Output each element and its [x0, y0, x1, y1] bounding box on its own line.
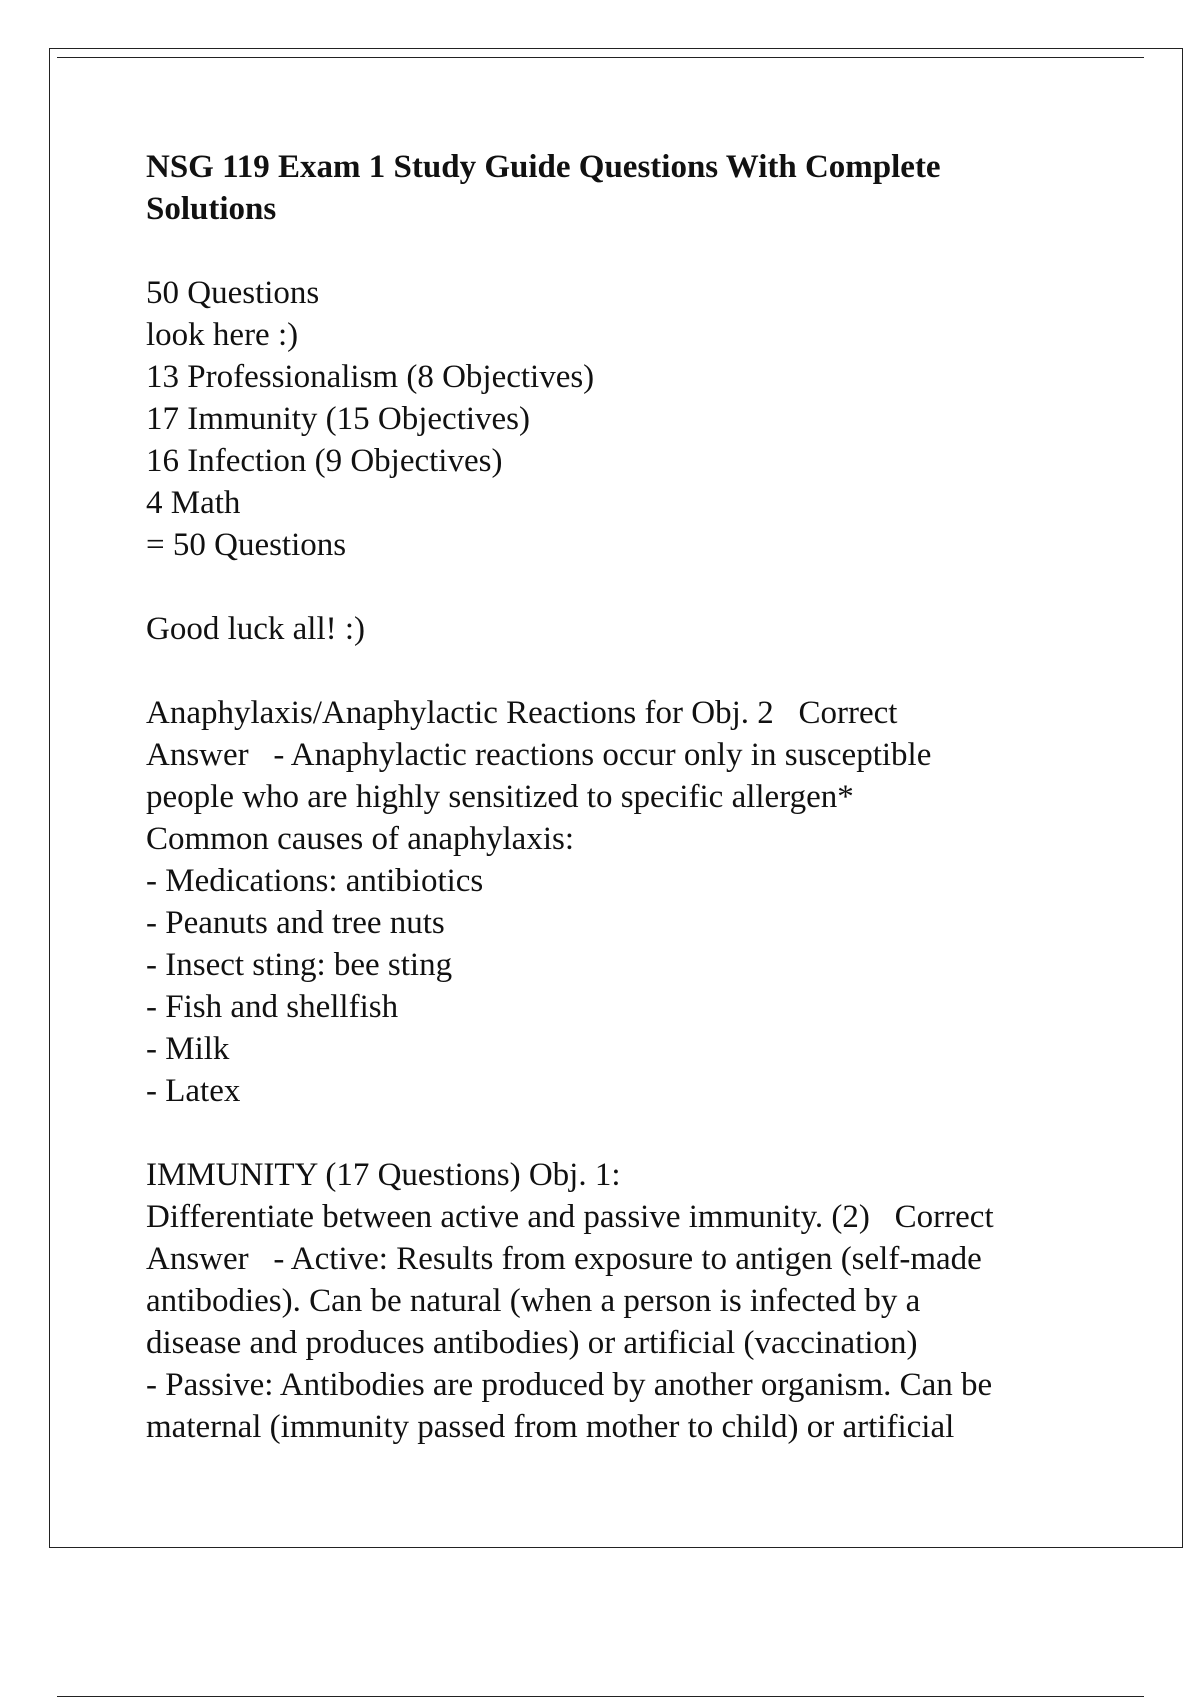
summary-line: 13 Professionalism (8 Objectives): [146, 359, 595, 395]
immunity-line: - Passive: Antibodies are produced by another organism. Can be: [146, 1367, 993, 1403]
document-title: [146, 146, 1106, 230]
anaphylaxis-line: - Latex: [146, 1073, 241, 1109]
document-body: [146, 146, 1106, 1448]
spacer: [146, 566, 1106, 608]
title-line: Solutions: [146, 191, 277, 227]
anaphylaxis-line: - Milk: [146, 1031, 230, 1067]
immunity-line: antibodies). Can be natural (when a person is infected by a: [146, 1283, 921, 1319]
anaphylaxis-line: - Medications: antibiotics: [146, 863, 484, 899]
anaphylaxis-line: Anaphylaxis/Anaphylactic Reactions for Obj. 2 Correct: [146, 695, 898, 731]
title-line: NSG 119 Exam 1 Study Guide Questions With Complete: [146, 149, 941, 185]
immunity-line: IMMUNITY (17 Questions) Obj. 1:: [146, 1157, 621, 1193]
anaphylaxis-line: - Insect sting: bee sting: [146, 947, 453, 983]
spacer: [146, 650, 1106, 692]
question-summary: [146, 272, 1106, 566]
immunity-line: Answer - Active: Results from exposure to antigen (self-made: [146, 1241, 982, 1277]
header-rule: [57, 57, 1144, 58]
immunity-line: maternal (immunity passed from mother to child) or artificial: [146, 1409, 955, 1445]
footer-rule: [57, 1696, 1144, 1697]
anaphylaxis-section: [146, 692, 1106, 1112]
summary-line: 16 Infection (9 Objectives): [146, 443, 503, 479]
immunity-line: disease and produces antibodies) or artificial (vaccination): [146, 1325, 918, 1361]
anaphylaxis-line: - Fish and shellfish: [146, 989, 399, 1025]
summary-line: 50 Questions: [146, 275, 320, 311]
spacer: [146, 230, 1106, 272]
summary-line: 17 Immunity (15 Objectives): [146, 401, 531, 437]
summary-line: 4 Math: [146, 485, 241, 521]
summary-line: = 50 Questions: [146, 527, 347, 563]
summary-line: look here :): [146, 317, 299, 353]
anaphylaxis-line: - Peanuts and tree nuts: [146, 905, 445, 941]
immunity-section: [146, 1154, 1106, 1448]
spacer: [146, 1112, 1106, 1154]
anaphylaxis-line: people who are highly sensitized to specific allergen*: [146, 779, 854, 815]
anaphylaxis-line: Answer - Anaphylactic reactions occur only in susceptible: [146, 737, 932, 773]
closing-note: [146, 608, 1106, 650]
anaphylaxis-line: Common causes of anaphylaxis:: [146, 821, 575, 857]
immunity-line: Differentiate between active and passive immunity. (2) Correct: [146, 1199, 994, 1235]
closing-line: Good luck all! :): [146, 611, 366, 647]
